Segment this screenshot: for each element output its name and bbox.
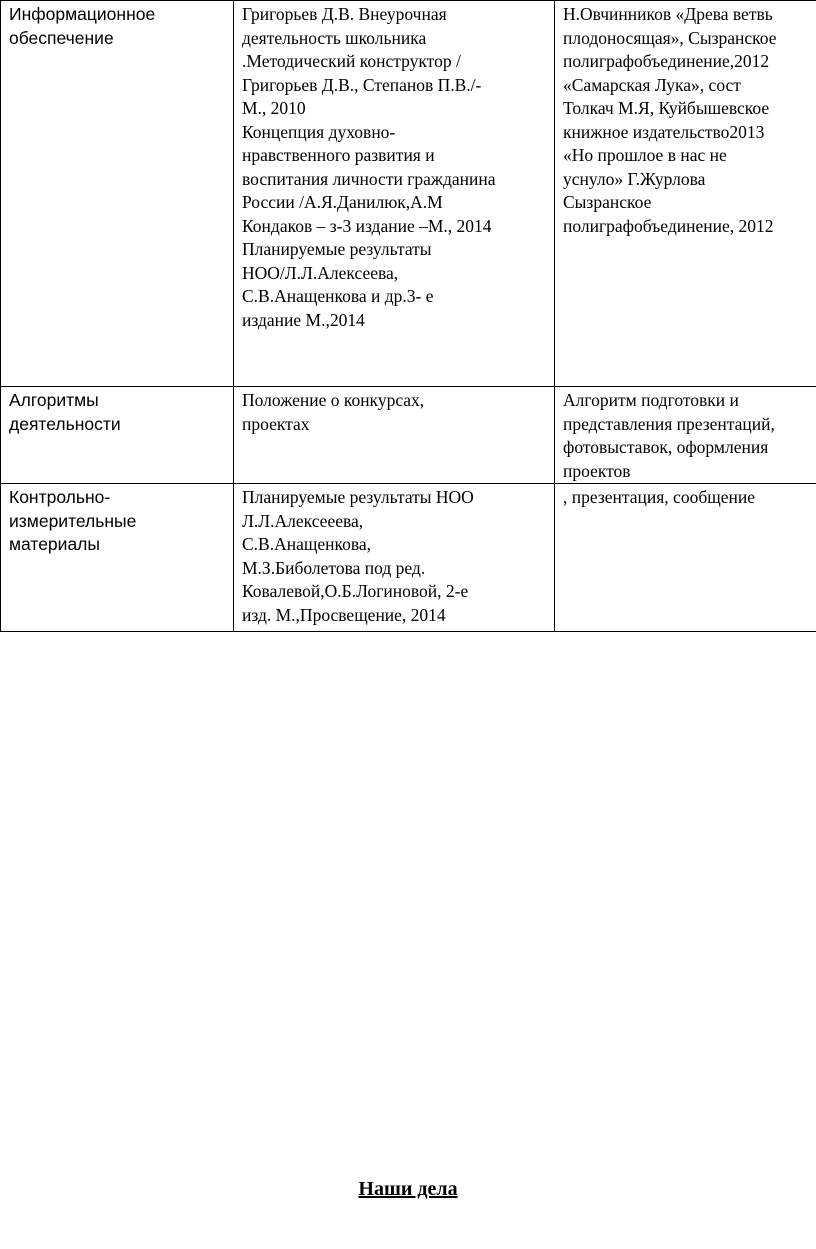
cell-line: НОО/Л.Л.Алексеева,: [242, 262, 399, 283]
cell-line: Кондаков – з-3 издание –М., 2014: [242, 215, 492, 236]
cell-line: Н.Овчинников «Древа ветвь: [563, 4, 773, 24]
cell-line: полиграфобъединение, 2012: [563, 215, 774, 236]
row-main-cell: [234, 387, 555, 484]
cell-line: проектов: [563, 460, 631, 481]
cell-text: [9, 3, 225, 50]
row-label-cell: [1, 484, 234, 632]
cell-line: деятельности: [9, 413, 121, 434]
cell-text: [242, 3, 546, 332]
cell-line: книжное издательство2013: [563, 121, 765, 142]
cell-line: представления презентаций,: [563, 413, 775, 434]
cell-line: Григорьев Д.В. Внеурочная: [242, 4, 447, 24]
cell-line: «Но прошлое в нас не: [563, 145, 727, 165]
cell-line: Концепция духовно-: [242, 121, 396, 142]
row-extra-cell: [555, 484, 816, 632]
cell-line: воспитания личности гражданина: [242, 168, 496, 189]
cell-line: измерительные: [9, 510, 137, 531]
cell-line: полиграфобъединение,2012: [563, 51, 770, 71]
cell-line: С.В.Анащенкова и др.3- е: [242, 286, 434, 306]
cell-line: Сызранское: [563, 192, 652, 212]
row-label-cell: [1, 387, 234, 484]
row-main-cell: [234, 484, 555, 632]
cell-text: [9, 486, 225, 557]
row-main-cell: [234, 1, 555, 387]
cell-line: Положение о конкурсах,: [242, 390, 425, 410]
cell-line: Толкач М.Я, Куйбышевское: [563, 98, 770, 118]
cell-line: материалы: [9, 534, 100, 554]
cell-line: «Самарская Лука», сост: [563, 74, 741, 95]
cell-line: М., 2010: [242, 98, 306, 118]
cell-line: деятельность школьника: [242, 27, 427, 48]
table-row-info-support: [1, 1, 816, 387]
cell-line: Ковалевой,О.Б.Логиновой, 2-е: [242, 581, 469, 601]
cell-line: , презентация, сообщение: [563, 487, 755, 507]
cell-text: [9, 389, 225, 436]
cell-line: М.З.Биболетова под ред.: [242, 557, 426, 578]
cell-line: нравственного развития и: [242, 145, 435, 165]
cell-line: Алгоритм подготовки и: [563, 390, 739, 410]
cell-text: [242, 389, 546, 436]
cell-line: Григорьев Д.В., Степанов П.В./-: [242, 74, 482, 95]
table-row-control-materials: [1, 484, 816, 632]
row-extra-cell: [555, 1, 816, 387]
row-label-cell: [1, 1, 234, 387]
cell-line: фотовыставок, оформления: [563, 437, 769, 457]
cell-line: С.В.Анащенкова,: [242, 534, 372, 554]
cell-line: Планируемые результаты: [242, 239, 432, 259]
section-heading: Наши дела: [358, 1178, 458, 1200]
cell-line: .Методический конструктор /: [242, 51, 461, 71]
cell-line: издание М.,2014: [242, 309, 365, 330]
cell-line: России /А.Я.Данилюк,А.М: [242, 192, 443, 212]
table-row-algorithms: [1, 387, 816, 484]
cell-line: Информационное: [9, 4, 156, 24]
cell-line: Алгоритмы: [9, 390, 99, 410]
cell-text: [563, 486, 816, 510]
cell-text: [563, 3, 816, 238]
row-extra-cell: [555, 387, 816, 484]
cell-line: плодоносящая», Сызранское: [563, 27, 777, 48]
cell-text: [242, 486, 546, 627]
cell-line: Л.Л.Алексееева,: [242, 510, 364, 531]
cell-line: Планируемые результаты НОО: [242, 487, 474, 507]
cell-line: изд. М.,Просвещение, 2014: [242, 604, 446, 625]
cell-text: [563, 389, 816, 483]
cell-line: проектах: [242, 413, 310, 434]
cell-line: обеспечение: [9, 27, 114, 48]
cell-line: Контрольно-: [9, 487, 111, 507]
cell-line: уснуло» Г.Журлова: [563, 168, 706, 189]
